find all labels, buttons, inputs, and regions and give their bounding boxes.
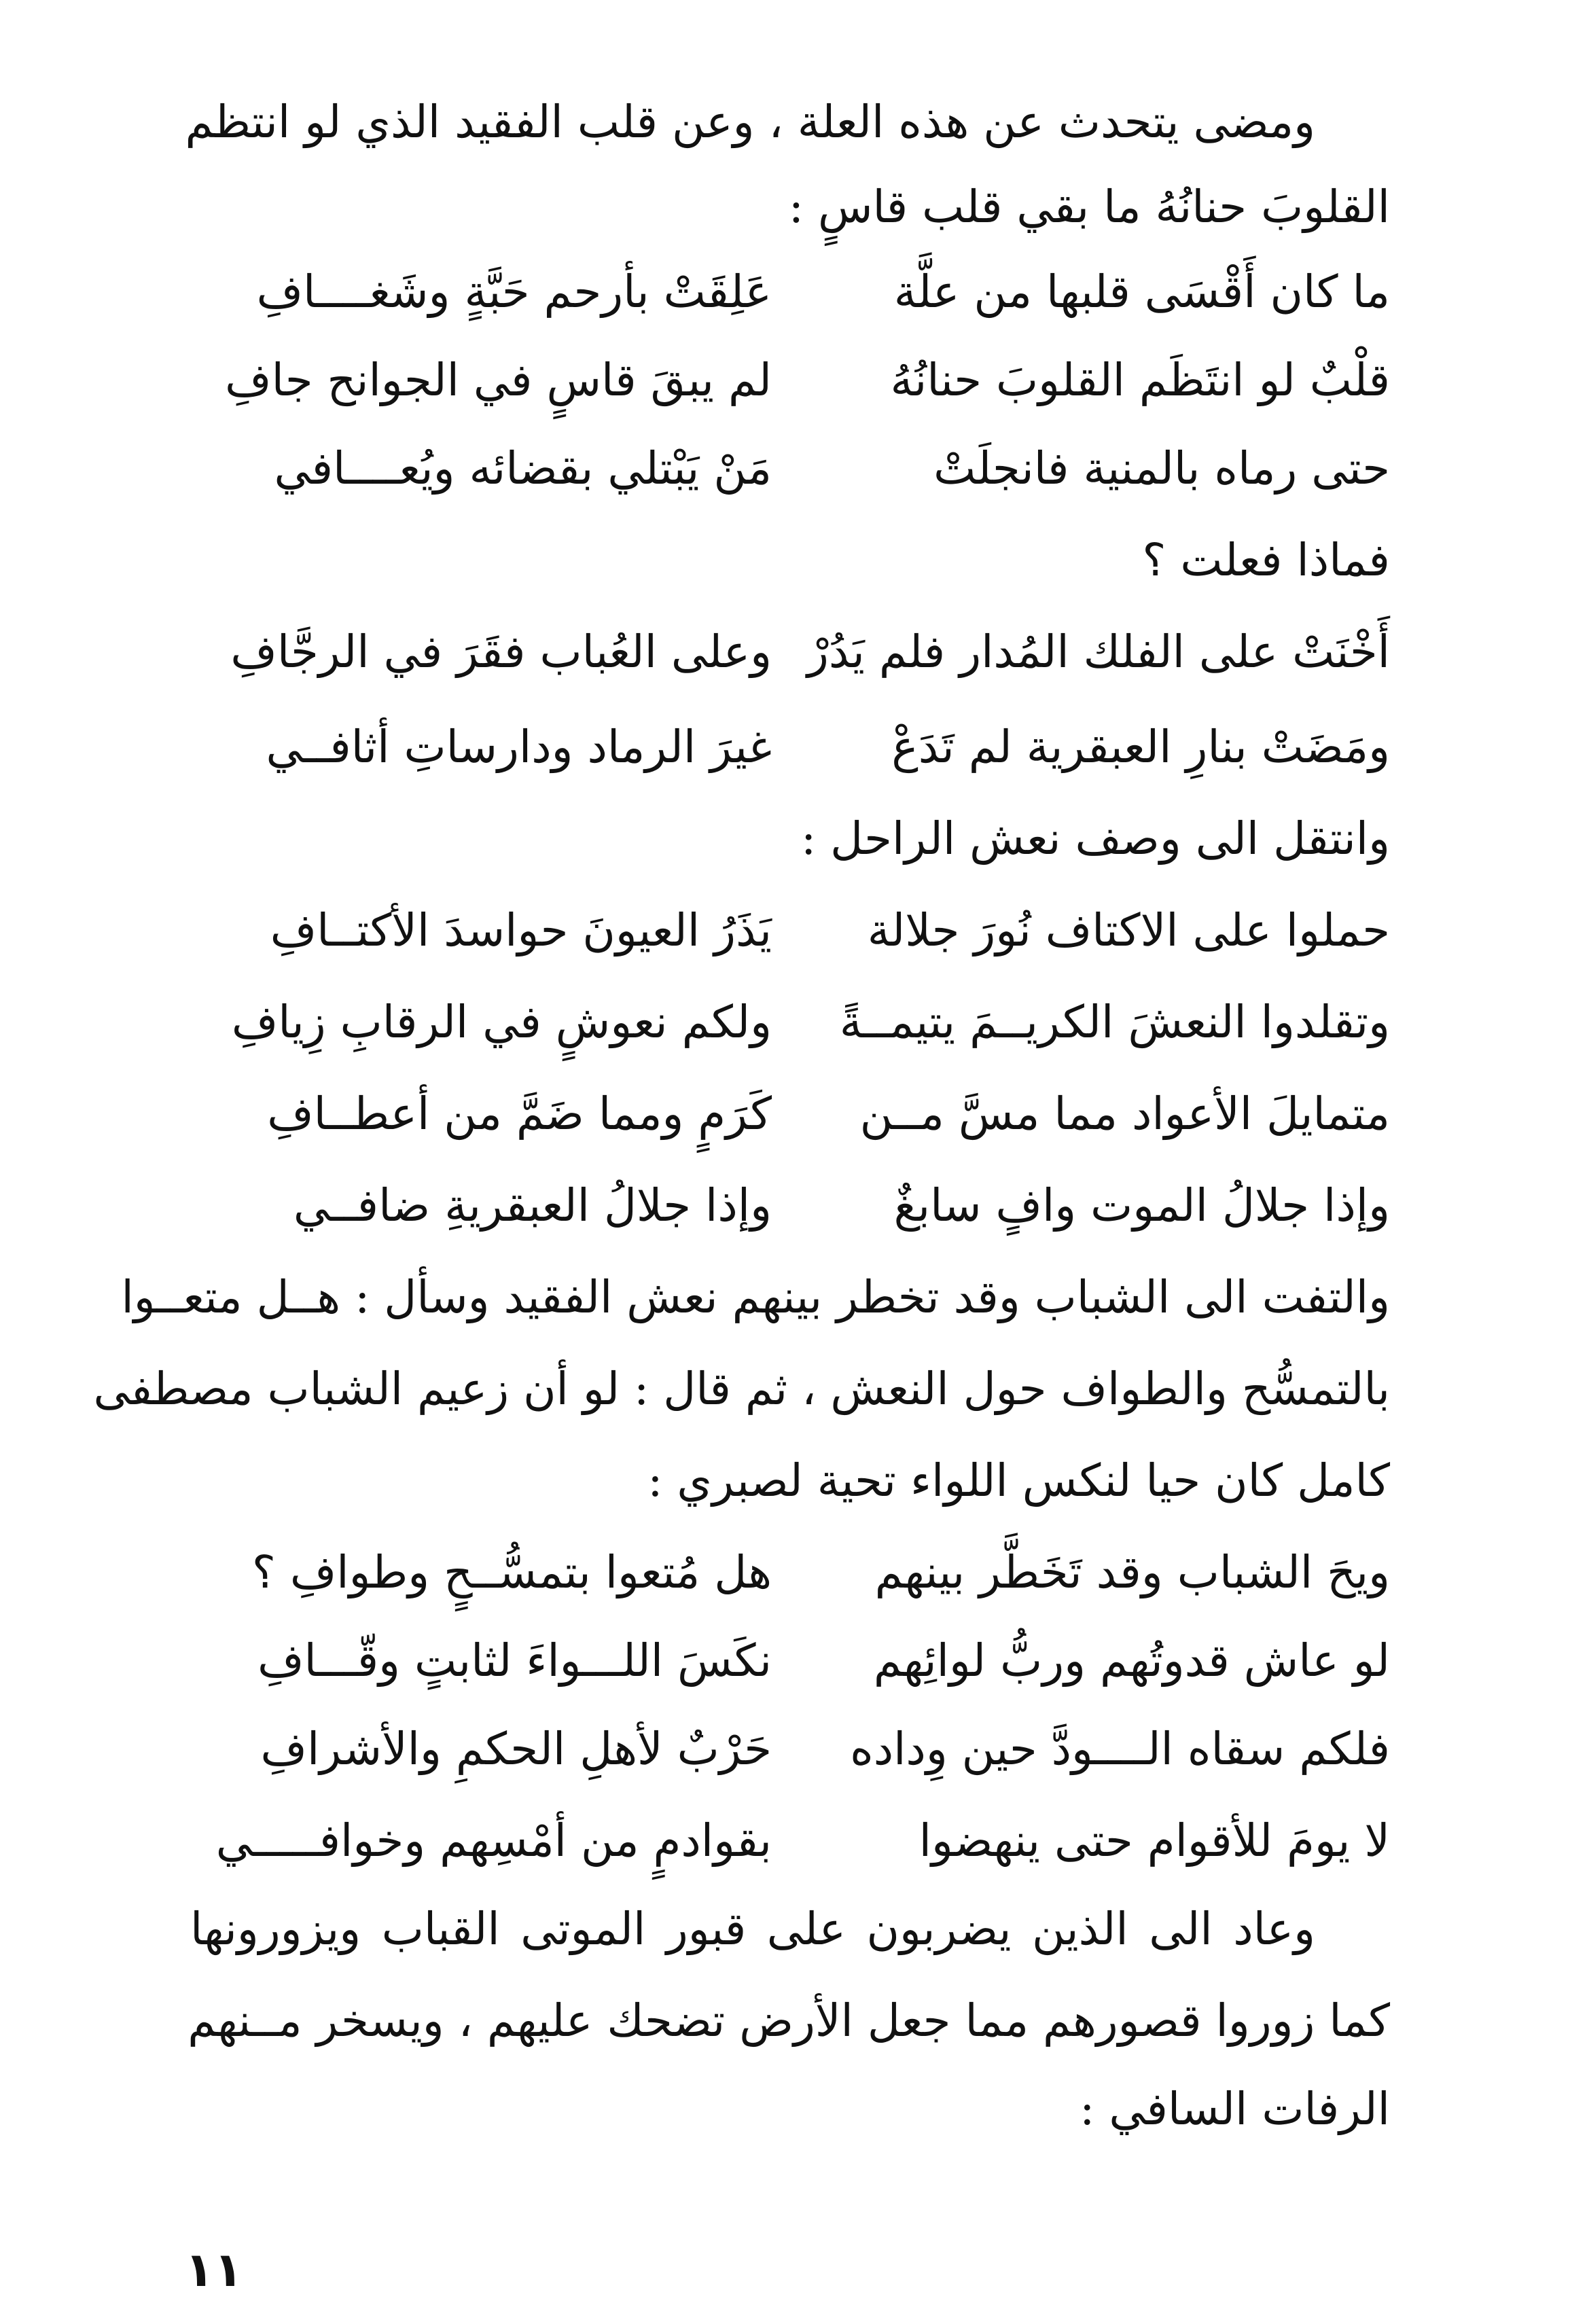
verse-second-hemistich: وعلى العُباب فقَرَ في الرجَّافِ [230,626,772,678]
verse-first-hemistich: وتقلدوا النعشَ الكريــمَ يتيمــةً [839,996,1390,1048]
prose-line: بالتمسُّح والطواف حول النعش ، ثم قال : لو أن زعيم الشباب مصطفى [93,1363,1390,1415]
prose-line: وانتقل الى وصف نعش الراحل : [800,812,1390,865]
verse-first-hemistich: حتى رماه بالمنية فانجلَتْ [933,442,1390,495]
verse-first-hemistich: حملوا على الاكتاف نُورَ جلالة [867,904,1390,957]
verse-line [188,988,1390,1056]
prose-line: الرفات السافي : [1080,2083,1390,2135]
verse-first-hemistich: ومَضَتْ بنارِ العبقرية لم تَدَعْ [891,721,1390,773]
verse-first-hemistich: وإذا جلالُ الموت وافٍ سابغٌ [893,1179,1390,1232]
verse-first-hemistich: قلْبٌ لو انتَظَم القلوبَ حنانُهُ [890,354,1390,406]
verse-line [188,897,1390,965]
verse-first-hemistich: متمايلَ الأعواد مما مسَّ مــن [859,1088,1390,1140]
verse-line [188,1080,1390,1148]
verse-line [188,1627,1390,1695]
prose-line: وعاد الى الذين يضربون على قبور الموتى القباب ويزورونها [190,1903,1315,1955]
verse-second-hemistich: نكَسَ اللـــواءَ لثابتٍ وقّـــافِ [257,1634,772,1687]
prose-line: كامل كان حيا لنكس اللواء تحية لصبري : [647,1454,1390,1507]
verse-first-hemistich: لا يومَ للأقوام حتى ينهضوا [919,1814,1390,1867]
prose-line: ومضى يتحدث عن هذه العلة ، وعن قلب الفقيد الذي لو انتظم [185,96,1315,148]
verse-first-hemistich: أَخْنَتْ على الفلك المُدار فلم يَدُرْ [807,626,1390,678]
verse-second-hemistich: هل مُتعوا بتمسُّــحٍ وطوافِ ؟ [251,1546,772,1598]
verse-second-hemistich: عَلِقَتْ بأرحم حَبَّةٍ وشَغــــافِ [256,266,772,318]
verse-second-hemistich: لم يبقَ قاسٍ في الجوانح جافِ [225,354,772,406]
verse-line [188,1539,1390,1607]
prose-line: والتفت الى الشباب وقد تخطر بينهم نعش الفقيد وسأل : هــل متعــوا [121,1271,1390,1323]
verse-second-hemistich: يَذَرُ العيونَ حواسدَ الأكتــافِ [270,904,772,957]
verse-second-hemistich: كَرَمٍ ومما ضَمَّ من أعطــافِ [267,1088,772,1140]
verse-first-hemistich: فلكم سقاه الــــودَّ حين وِداده [850,1723,1390,1775]
verse-second-hemistich: مَنْ يَبْتلي بقضائه ويُعــــافي [274,442,772,495]
verse-second-hemistich: حَرْبٌ لأهلِ الحكمِ والأشرافِ [260,1723,772,1775]
verse-line [188,1172,1390,1240]
verse-line [188,618,1390,686]
verse-line [188,346,1390,414]
prose-line: كما زوروا قصورهم مما جعل الأرض تضحك عليهم ، ويسخر مــنهم [188,1995,1390,2047]
verse-first-hemistich: لو عاش قدوتُهم وربُّ لوائِهم [873,1634,1390,1687]
verse-line [188,1807,1390,1875]
page-number: ١١ [185,2242,243,2298]
prose-line: فماذا فعلت ؟ [1142,534,1390,586]
verse-second-hemistich: ولكم نعوشٍ في الرقابِ زِيافِ [231,996,772,1048]
prose-line: القلوبَ حنانُهُ ما بقي قلب قاسٍ : [788,181,1390,233]
verse-first-hemistich: ويحَ الشباب وقد تَخَطَّر بينهم [874,1546,1390,1598]
verse-line [188,713,1390,781]
verse-second-hemistich: وإذا جلالُ العبقريةِ ضافــي [293,1179,772,1232]
verse-line [188,1715,1390,1783]
verse-line [188,258,1390,326]
verse-second-hemistich: غيرَ الرماد ودارساتِ أثافــي [266,721,772,773]
verse-second-hemistich: بقوادمٍ من أمْسِهم وخوافـــــي [215,1814,772,1867]
verse-line [188,435,1390,503]
verse-first-hemistich: ما كان أَقْسَى قلبها من علَّة [893,266,1390,318]
